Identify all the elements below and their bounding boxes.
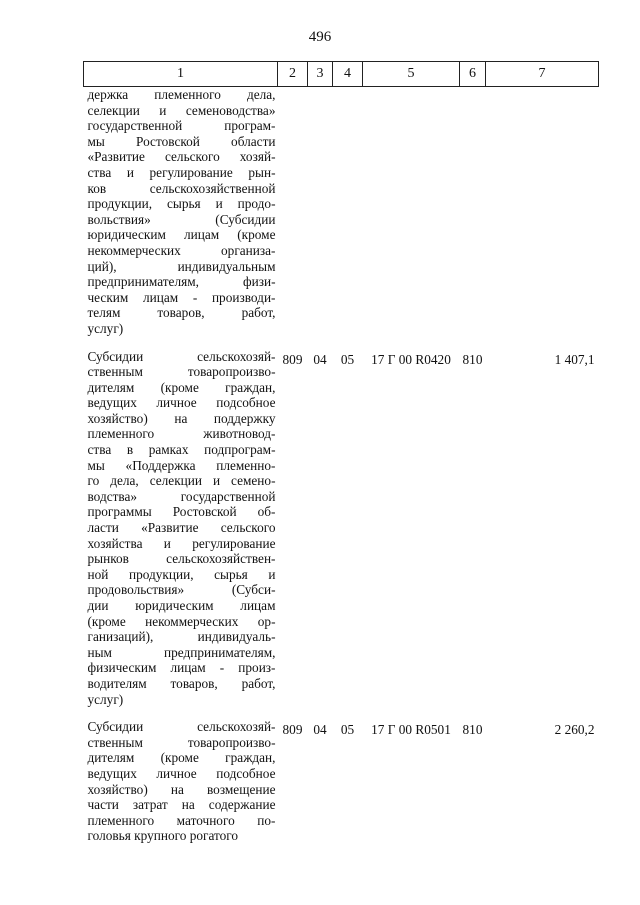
column-header: 2 [278, 62, 308, 87]
description-line: (кроме некоммерческих ор- [87, 613, 276, 629]
description-line: селекции и семеноводства» [87, 102, 276, 118]
table-header-row [84, 62, 599, 87]
description-line: хозяйства и регулирование [87, 535, 276, 551]
description-line: дии юридическим лицам [87, 598, 276, 613]
description-line: некоммерческих организа- [87, 242, 276, 258]
description-line: мы «Поддержка племенно- [87, 457, 276, 473]
code-section [308, 87, 333, 337]
column-header: 6 [460, 62, 486, 87]
description-line: продовольствия» (Субси- [87, 582, 276, 598]
description-line: хозяйство) на поддержку [87, 410, 276, 426]
code-target: 17 Г 00 R0501 [371, 722, 451, 738]
description-line: ства и регулирование рын- [87, 164, 276, 180]
column-header: 4 [333, 62, 363, 87]
description-line: ведущих личное подсобное [87, 765, 276, 781]
description-line: телям товаров, работ, [87, 305, 276, 321]
table-row [84, 87, 599, 337]
code-subsection: 05 [340, 351, 355, 367]
column-header: 5 [363, 62, 460, 87]
description-line: ций), индивидуальным [87, 258, 276, 274]
description-line: водителям товаров, работ, [87, 675, 276, 691]
code-owner: 809 [282, 722, 303, 738]
code-section: 04 [313, 722, 327, 738]
description-line: держка племенного дела, [87, 87, 276, 102]
row-description [84, 87, 278, 337]
description-line: ства в рамках подпрограм- [87, 442, 276, 458]
description-line: продукции, сырья и продо- [87, 196, 276, 212]
row-spacer [84, 707, 599, 719]
description-line: Субсидии сельскохозяй- [87, 719, 276, 735]
description-line: ганизаций), индивидуаль- [87, 629, 276, 645]
description-line: услуг) [87, 691, 124, 707]
description-line: услуг) [87, 320, 124, 336]
amount-value: 2 260,2 [554, 722, 595, 738]
amount-value [486, 87, 599, 337]
description-line: ной продукции, сырья и [87, 566, 276, 582]
column-header: 1 [84, 62, 278, 87]
description-line: ков сельскохозяйственной [87, 180, 276, 196]
table-row [84, 349, 599, 708]
code-owner: 809 [282, 351, 303, 367]
amount-value: 1 407,1 [554, 351, 595, 367]
description-line: физическим лицам - произ- [87, 660, 276, 676]
description-line: го дела, селекции и семено- [87, 473, 276, 489]
description-line: дителям (кроме граждан, [87, 379, 276, 395]
description-line: вольствия» (Субсидии [87, 211, 276, 227]
description-line: Субсидии сельскохозяй- [87, 348, 276, 364]
description-line: предпринимателям, физи- [87, 274, 276, 290]
description-line: части затрат на содержание [87, 797, 276, 813]
page-number: 496 [308, 29, 332, 45]
budget-table [83, 61, 599, 844]
description-line: ласти «Развитие сельского [87, 520, 276, 536]
description-line: ческим лицам - производи- [87, 289, 276, 305]
column-header: 3 [308, 62, 333, 87]
row-spacer [84, 337, 599, 349]
description-line: племенного маточного по- [87, 812, 276, 828]
description-line: головья крупного рогатого [87, 828, 239, 844]
description-line: ным предпринимателям, [87, 644, 276, 660]
description-line: ственным товаропроизво- [87, 364, 276, 380]
description-line: мы Ростовской области [87, 133, 276, 149]
description-line: «Развитие сельского хозяй- [87, 149, 276, 165]
code-subsection [333, 87, 363, 337]
description-line: ведущих личное подсобное [87, 395, 276, 411]
table-row [84, 719, 599, 844]
row-description [84, 349, 278, 708]
code-expense-type [460, 87, 486, 337]
row-description [84, 719, 278, 844]
description-line: рынков сельскохозяйствен- [87, 551, 276, 567]
description-line: юридическим лицам (кроме [87, 227, 276, 243]
code-subsection: 05 [340, 722, 355, 738]
description-line: государственной програм- [87, 118, 276, 134]
code-section: 04 [313, 351, 327, 367]
code-expense-type: 810 [462, 351, 483, 367]
description-line: водства» государственной [87, 488, 276, 504]
code-owner [278, 87, 308, 337]
description-line: дителям (кроме граждан, [87, 750, 276, 766]
code-target: 17 Г 00 R0420 [371, 351, 451, 367]
code-expense-type: 810 [462, 722, 483, 738]
description-line: ственным товаропроизво- [87, 734, 276, 750]
description-line: программы Ростовской об- [87, 504, 276, 520]
column-header: 7 [486, 62, 599, 87]
description-line: хозяйство) на возмещение [87, 781, 276, 797]
code-target [363, 87, 460, 337]
description-line: племенного животновод- [87, 426, 276, 442]
